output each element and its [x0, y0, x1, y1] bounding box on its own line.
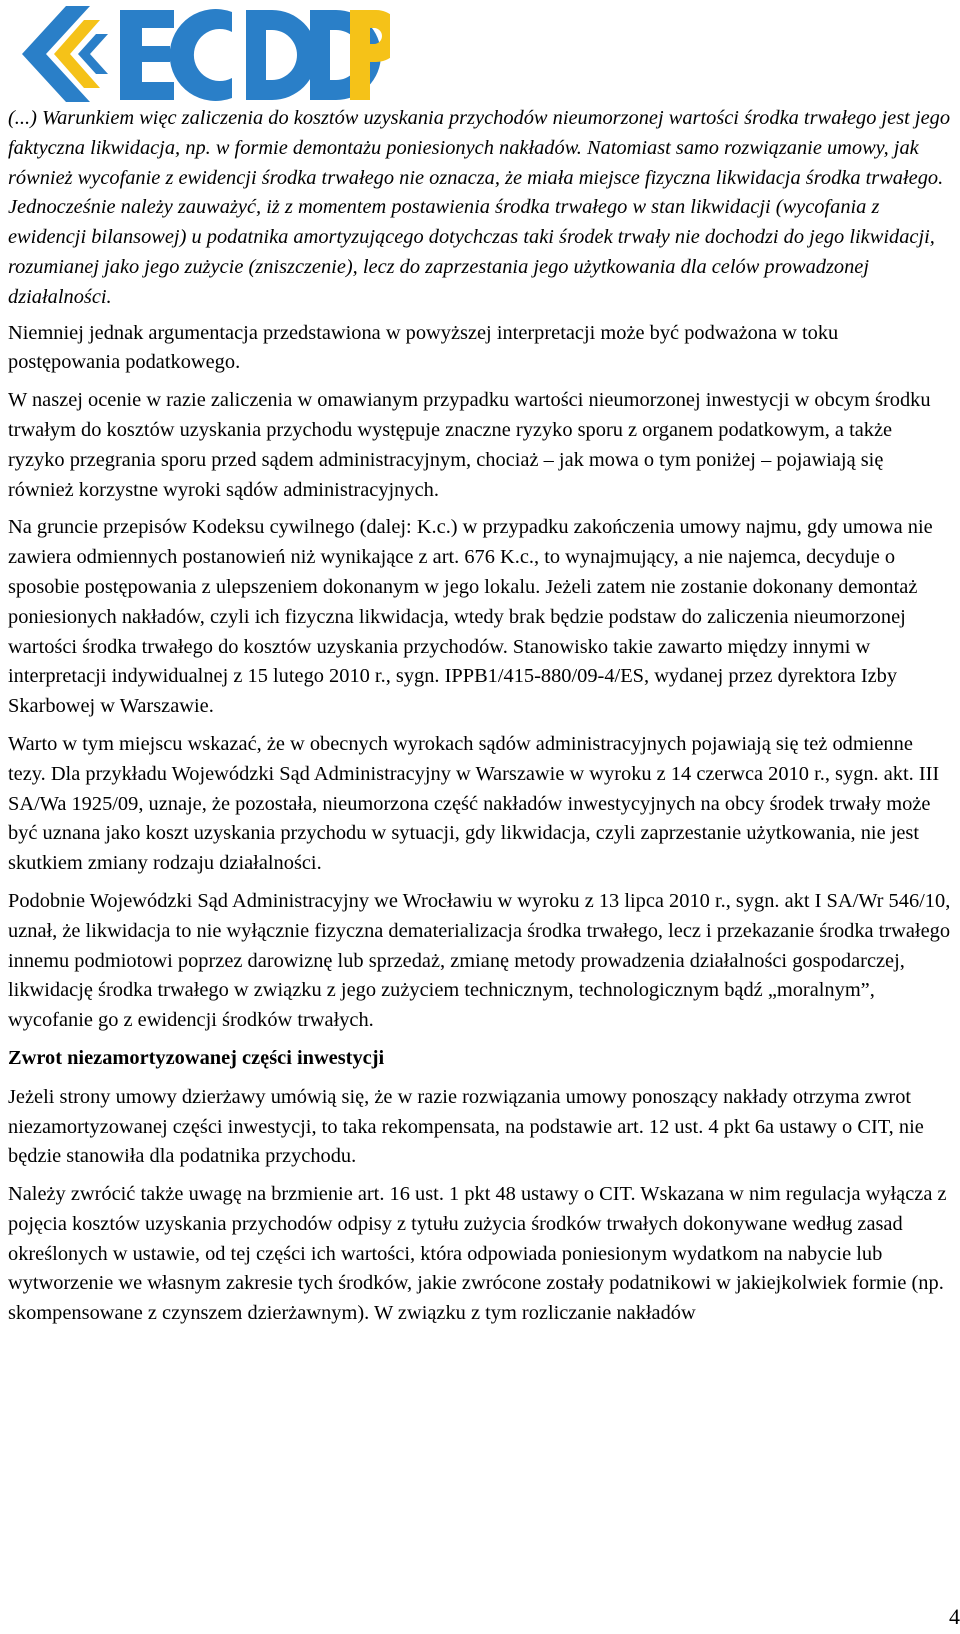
paragraph-quote: (...) Warunkiem więc zaliczenia do kosztów uzyskania przychodów nieumorzonej wartości środka trwałego jest jego faktyczna likwidacja, np. w formie demontażu poniesionych nakładów. Natomiast samo rozwiązanie umowy, jak również wycofanie z ewidencji środka trwałego nie oznacza, że miała miejsce fizyczna likwidacja środka trwałego. Jednocześnie należy zauważyć, iż z momentem postawienia środka trwałego w stan likwidacji (wycofania z ewidencji bilansowej) u podatnika amortyzującego dotychczas taki środek trwały nie dochodzi do jego likwidacji, rozumianej jako jego zużycie (zniszczenie), lecz do zaprzestania jego użytkowania dla celów prowadzonej działalności. — [8, 107, 951, 308]
ecddp-logo — [10, 2, 390, 106]
paragraph: Należy zwrócić także uwagę na brzmienie art. 16 ust. 1 pkt 48 ustawy o CIT. Wskazana w nim regulacja wyłącza z pojęcia kosztów uzyskania przychodów odpisy z tytułu zużycia środków trwałych dokonywane według zasad określonych w ustawie, od tej części ich wartości, która odpowiada poniesionym wydatkom na nabycie lub wytworzenie we własnym zakresie tych środków, jakie zwrócone zostały podatnikowi w jakiejkolwiek formie (np. skompensowane z czynszem dzierżawnym). W związku z tym rozliczanie nakładów — [8, 1183, 947, 1325]
paragraph: Niemniej jednak argumentacja przedstawiona w powyższej interpretacji może być podważona w toku postępowania podatkowego. — [8, 321, 839, 374]
paragraph: Jeżeli strony umowy dzierżawy umówią się, że w razie rozwiązania umowy ponoszący nakłady otrzyma zwrot niezamortyzowanej części inwestycji, to taka rekompensata, na podstawie art. 12 ust. 4 pkt 6a ustawy o CIT, nie będzie stanowiła dla podatnika przychodu. — [8, 1085, 924, 1168]
paragraph: W naszej ocenie w razie zaliczenia w omawianym przypadku wartości nieumorzonej inwestycji w obcym środku trwałym do kosztów uzyskania przychodu występuje znaczne ryzyko sporu z organem podatkowym, a także ryzyko przegrania sporu przed sądem administracyjnym, chociaż – jak mowa o tym poniżej – pojawiają się również korzystne wyroki sądów administracyjnych. — [8, 389, 931, 501]
paragraph: Podobnie Wojewódzki Sąd Administracyjny we Wrocławiu w wyroku z 13 lipca 2010 r., sygn. akt I SA/Wr 546/10, uznał, że likwidacja to nie wyłącznie fizyczna dematerializacja środka trwałego, lecz i przekazanie środka trwałego innemu podmiotowi poprzez darowiznę lub sprzedaż, zmianę metody prowadzenia działalności gospodarczej, likwidację środka trwałego w związku z jego zużyciem technicznym, technologicznym bądź „moralnym”, wycofanie go z ewidencji środków trwałych. — [8, 889, 951, 1032]
page-number: 4 — [949, 1604, 960, 1629]
ecddp-logo-graphic — [10, 2, 390, 106]
logo-text — [390, 2, 391, 3]
section-heading: Zwrot niezamortyzowanej części inwestycji — [8, 1046, 385, 1069]
paragraph: Na gruncie przepisów Kodeksu cywilnego (dalej: K.c.) w przypadku zakończenia umowy najmu, gdy umowa nie zawiera odmiennych postanowień niż wynikające z art. 676 K.c., to wynajmujący, a nie najemca, decyduje o sposobie postępowania z ulepszeniem dokonanym w jego lokalu. Jeżeli zatem nie zostanie dokonany demontaż poniesionych nakładów, czyli ich fizyczna likwidacja, wtedy brak będzie podstaw do zaliczenia nieumorzonej wartości środka trwałego do kosztów uzyskania przychodów. Stanowisko takie zawarto między innymi w interpretacji indywidualnej z 15 lutego 2010 r., sygn. IPPB1/415-880/09-4/ES, wydanej przez dyrektora Izby Skarbowej w Warszawie. — [8, 516, 933, 718]
paragraph: Warto w tym miejscu wskazać, że w obecnych wyrokach sądów administracyjnych pojawiają się też odmienne tezy. Dla przykładu Wojewódzki Sąd Administracyjny w Warszawie w wyroku z 14 czerwca 2010 r., sygn. akt. III SA/Wa 1925/09, uznaje, że pozostała, nieumorzona część nakładów inwestycyjnych na obcy środek trwały może być uznana jako koszt uzyskania przychodu w sytuacji, gdy likwidacja, czyli zaprzestanie użytkowania, nie jest skutkiem zmiany rodzaju działalności. — [8, 732, 940, 875]
document-body — [8, 104, 952, 1337]
